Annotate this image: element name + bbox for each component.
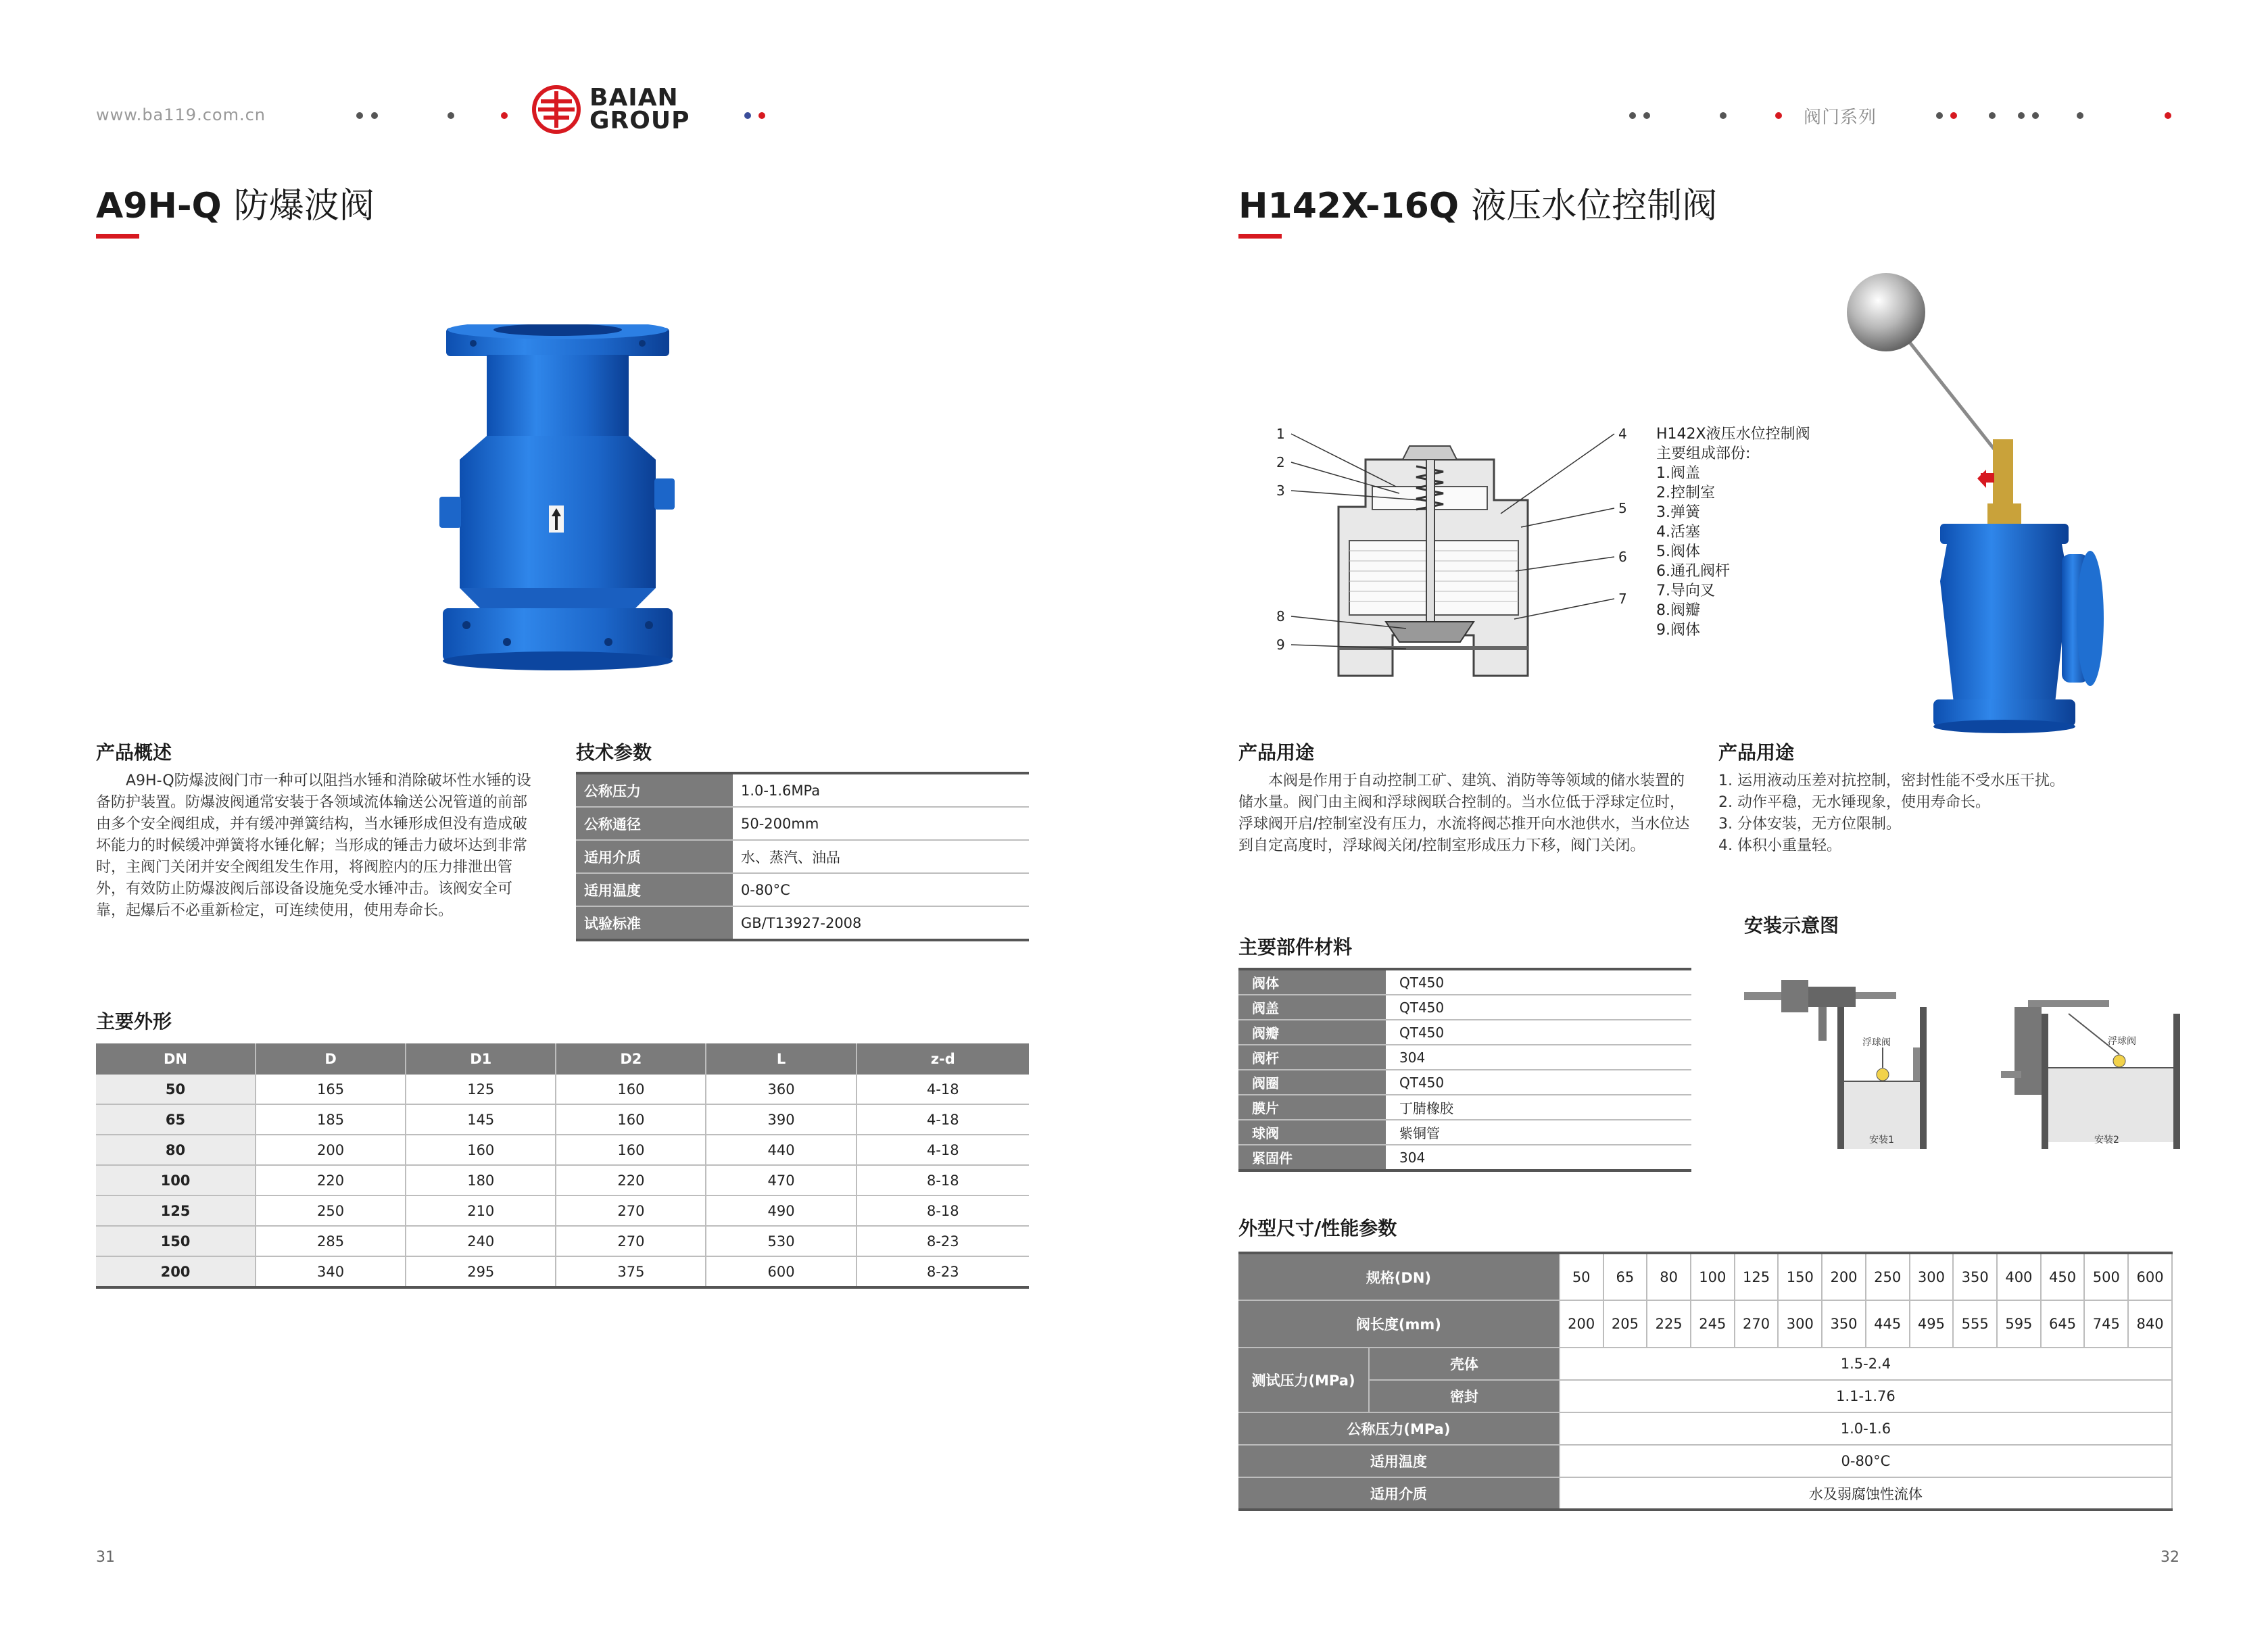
baian-logo-icon xyxy=(531,84,581,134)
feature-item: 4. 体积小重量轻。 xyxy=(1718,837,1841,854)
blast-valve-image xyxy=(433,324,690,676)
perf-spec-value: 250 xyxy=(1866,1253,1910,1300)
perf-length-value: 645 xyxy=(2041,1300,2085,1348)
dimensions-table xyxy=(96,1043,1029,1289)
tech-key: 适用温度 xyxy=(576,873,733,906)
table-row xyxy=(96,1195,1029,1226)
material-key: 阀瓣 xyxy=(1238,1020,1386,1045)
table-row xyxy=(96,1256,1029,1287)
callout-number: 6 xyxy=(1618,549,1627,565)
parts-list xyxy=(1656,424,1810,640)
header-dot xyxy=(448,112,454,119)
perf-spec-value: 50 xyxy=(1560,1253,1603,1300)
table-cell: 80 xyxy=(96,1135,256,1165)
table-row xyxy=(96,1075,1029,1104)
tech-value: 1.0-1.6MPa xyxy=(733,773,1029,807)
tech-row xyxy=(576,773,1029,807)
tech-key: 适用介质 xyxy=(576,840,733,873)
parts-item: 3.弹簧 xyxy=(1656,504,1700,521)
material-value: 304 xyxy=(1386,1145,1691,1170)
header-dot xyxy=(356,112,363,119)
table-cell: 4-18 xyxy=(856,1104,1029,1135)
perf-medium-label: 适用介质 xyxy=(1238,1477,1560,1510)
header-dot xyxy=(1989,112,1996,119)
material-value: QT450 xyxy=(1386,969,1691,995)
perf-length-value: 595 xyxy=(1997,1300,2041,1348)
tech-table xyxy=(576,772,1029,941)
header-dot xyxy=(758,112,765,119)
table-cell: 490 xyxy=(706,1195,856,1226)
tech-row xyxy=(576,840,1029,873)
features-heading: 产品用途 xyxy=(1718,741,1795,764)
materials-row xyxy=(1238,1020,1691,1045)
perf-seal-value: 1.1-1.76 xyxy=(1560,1380,2172,1412)
perf-length-value: 745 xyxy=(2084,1300,2128,1348)
table-cell: 8-23 xyxy=(856,1256,1029,1287)
shape-heading: 主要外形 xyxy=(96,1010,172,1033)
tech-value: 水、蒸汽、油品 xyxy=(733,840,1029,873)
perf-spec-value: 300 xyxy=(1910,1253,1954,1300)
dim-header: DN xyxy=(96,1043,256,1075)
material-value: QT450 xyxy=(1386,1070,1691,1095)
tech-value: GB/T13927-2008 xyxy=(733,906,1029,940)
perf-nominal-value: 1.0-1.6 xyxy=(1560,1412,2172,1445)
perf-length-label: 阀长度(mm) xyxy=(1238,1300,1560,1348)
tech-heading: 技术参数 xyxy=(576,741,652,764)
parts-item: 7.导向叉 xyxy=(1656,583,1715,599)
right-title-model: H142X-16Q xyxy=(1238,186,1459,226)
table-cell: 340 xyxy=(256,1256,406,1287)
perf-length-value: 225 xyxy=(1647,1300,1691,1348)
material-key: 球阀 xyxy=(1238,1120,1386,1145)
header-dot xyxy=(1950,112,1957,119)
table-cell: 150 xyxy=(96,1226,256,1256)
callout-number: 5 xyxy=(1618,500,1627,516)
table-cell: 100 xyxy=(96,1165,256,1195)
header-dot xyxy=(744,112,751,119)
perf-medium-row xyxy=(1238,1477,2172,1510)
callout-number: 8 xyxy=(1276,608,1285,624)
material-key: 阀杆 xyxy=(1238,1045,1386,1070)
table-cell: 145 xyxy=(406,1104,556,1135)
dim-header: z-d xyxy=(856,1043,1029,1075)
header-dot xyxy=(1720,112,1727,119)
material-value: 紫铜管 xyxy=(1386,1120,1691,1145)
dim-header: D1 xyxy=(406,1043,556,1075)
table-cell: 160 xyxy=(556,1075,706,1104)
usage-heading: 产品用途 xyxy=(1238,741,1315,764)
perf-length-value: 555 xyxy=(1953,1300,1997,1348)
header-dot xyxy=(2018,112,2025,119)
materials-heading: 主要部件材料 xyxy=(1238,936,1353,958)
table-cell: 270 xyxy=(556,1226,706,1256)
parts-item: 1.阀盖 xyxy=(1656,465,1700,482)
left-title xyxy=(96,177,375,228)
table-cell: 220 xyxy=(256,1165,406,1195)
perf-spec-value: 350 xyxy=(1953,1253,1997,1300)
perf-temp-value: 0-80°C xyxy=(1560,1445,2172,1477)
table-cell: 360 xyxy=(706,1075,856,1104)
header-dot xyxy=(1643,112,1650,119)
install-heading: 安装示意图 xyxy=(1744,914,1839,937)
perf-length-value: 495 xyxy=(1910,1300,1954,1348)
dimensions-header-row xyxy=(96,1043,1029,1075)
material-value: QT450 xyxy=(1386,1020,1691,1045)
perf-seal-row xyxy=(1238,1380,2172,1412)
perf-length-value: 270 xyxy=(1735,1300,1779,1348)
tech-row xyxy=(576,906,1029,940)
parts-item: 6.通孔阀杆 xyxy=(1656,563,1730,580)
perf-spec-value: 125 xyxy=(1735,1253,1779,1300)
header-dot xyxy=(1775,112,1782,119)
callout-number: 1 xyxy=(1276,426,1285,442)
parts-item: 8.阀瓣 xyxy=(1656,602,1700,619)
table-cell: 4-18 xyxy=(856,1135,1029,1165)
perf-shell-row xyxy=(1238,1348,2172,1380)
table-cell: 390 xyxy=(706,1104,856,1135)
perf-length-value: 200 xyxy=(1560,1300,1603,1348)
header-dot xyxy=(501,112,508,119)
table-cell: 50 xyxy=(96,1075,256,1104)
parts-item: 2.控制室 xyxy=(1656,485,1715,501)
callout-leader-lines xyxy=(1284,426,1636,656)
callout-number: 7 xyxy=(1618,591,1627,607)
perf-seal-label: 密封 xyxy=(1369,1380,1560,1412)
tech-key: 公称通径 xyxy=(576,807,733,840)
table-cell: 600 xyxy=(706,1256,856,1287)
table-row xyxy=(96,1104,1029,1135)
material-value: QT450 xyxy=(1386,995,1691,1020)
material-key: 阀体 xyxy=(1238,969,1386,995)
table-cell: 295 xyxy=(406,1256,556,1287)
material-key: 膜片 xyxy=(1238,1095,1386,1120)
perf-length-value: 350 xyxy=(1822,1300,1866,1348)
perf-spec-value: 80 xyxy=(1647,1253,1691,1300)
level-control-valve-image xyxy=(1839,270,2123,737)
table-cell: 210 xyxy=(406,1195,556,1226)
perf-spec-value: 450 xyxy=(2041,1253,2085,1300)
table-cell: 125 xyxy=(406,1075,556,1104)
left-title-model: A9H-Q xyxy=(96,186,222,226)
overview-heading: 产品概述 xyxy=(96,741,172,764)
parts-subtitle: 主要组成部份: xyxy=(1656,445,1751,462)
perf-length-value: 445 xyxy=(1866,1300,1910,1348)
perf-length-value: 300 xyxy=(1778,1300,1822,1348)
left-page-number: 31 xyxy=(96,1549,115,1566)
material-value: 304 xyxy=(1386,1045,1691,1070)
parts-title: H142X液压水位控制阀 xyxy=(1656,426,1810,443)
perf-length-row xyxy=(1238,1300,2172,1348)
right-title-name: 液压水位控制阀 xyxy=(1471,186,1718,226)
materials-row xyxy=(1238,1070,1691,1095)
table-cell: 200 xyxy=(96,1256,256,1287)
material-key: 紧固件 xyxy=(1238,1145,1386,1170)
table-cell: 220 xyxy=(556,1165,706,1195)
right-title xyxy=(1238,177,1717,228)
table-cell: 160 xyxy=(556,1104,706,1135)
parts-item: 4.活塞 xyxy=(1656,524,1700,541)
perf-shell-label: 壳体 xyxy=(1369,1348,1560,1380)
perf-test-label: 测试压力(MPa) xyxy=(1238,1348,1369,1412)
float-label-2: 浮球阀 xyxy=(2108,1036,2136,1047)
logo-line1: BAIAN xyxy=(589,84,679,112)
perf-spec-value: 65 xyxy=(1603,1253,1647,1300)
install-label-2: 安装2 xyxy=(2094,1135,2119,1145)
table-cell: 8-18 xyxy=(856,1165,1029,1195)
table-cell: 180 xyxy=(406,1165,556,1195)
table-cell: 270 xyxy=(556,1195,706,1226)
tech-value: 50-200mm xyxy=(733,807,1029,840)
material-key: 阀圈 xyxy=(1238,1070,1386,1095)
dim-header: L xyxy=(706,1043,856,1075)
logo-text xyxy=(589,84,690,134)
dim-header: D2 xyxy=(556,1043,706,1075)
tech-row xyxy=(576,873,1029,906)
perf-heading: 外型尺寸/性能参数 xyxy=(1238,1217,1397,1239)
material-value: 丁腈橡胶 xyxy=(1386,1095,1691,1120)
materials-row xyxy=(1238,969,1691,995)
overview-text: A9H-Q防爆波阀门市一种可以阻挡水锤和消除破坏性水锤的设备防护装置。防爆波阀通常安装于各领域流体输送公况管道的前部由多个安全阀组成，并有缓冲弹簧结构，当水锤形成但没有造成破坏能力的时候缓冲弹簧将水锤化解；当形成的锤击力破坏达到非常时，主阀门关闭并安全阀组发生作用，将阀腔内的压力排泄出管外，有效防止防爆波阀后部设备设施免受水锤冲击。该阀安全可靠，起爆后不必重新检定，可连续使用，使用寿命长。 xyxy=(96,772,531,919)
perf-spec-value: 150 xyxy=(1778,1253,1822,1300)
table-cell: 240 xyxy=(406,1226,556,1256)
materials-row xyxy=(1238,1145,1691,1170)
header-dot xyxy=(371,112,378,119)
table-cell: 250 xyxy=(256,1195,406,1226)
tech-key: 公称压力 xyxy=(576,773,733,807)
float-label-1: 浮球阀 xyxy=(1862,1037,1891,1048)
materials-table xyxy=(1238,968,1691,1172)
table-row xyxy=(96,1226,1029,1256)
perf-length-value: 205 xyxy=(1603,1300,1647,1348)
callout-number: 4 xyxy=(1618,426,1627,442)
parts-item: 5.阀体 xyxy=(1656,543,1700,560)
table-cell: 8-23 xyxy=(856,1226,1029,1256)
perf-spec-value: 500 xyxy=(2084,1253,2128,1300)
install-diagram-1 xyxy=(1744,966,1933,1149)
table-cell: 160 xyxy=(556,1135,706,1165)
feature-item: 3. 分体安装，无方位限制。 xyxy=(1718,816,1901,833)
tech-value: 0-80°C xyxy=(733,873,1029,906)
perf-temp-row xyxy=(1238,1445,2172,1477)
perf-spec-row xyxy=(1238,1253,2172,1300)
perf-temp-label: 适用温度 xyxy=(1238,1445,1560,1477)
perf-spec-value: 600 xyxy=(2128,1253,2172,1300)
tech-key: 试验标准 xyxy=(576,906,733,940)
features-list xyxy=(1718,770,2205,857)
callout-number: 3 xyxy=(1276,483,1285,499)
materials-row xyxy=(1238,995,1691,1020)
perf-length-value: 840 xyxy=(2128,1300,2172,1348)
materials-row xyxy=(1238,1095,1691,1120)
perf-nominal-row xyxy=(1238,1412,2172,1445)
table-cell: 440 xyxy=(706,1135,856,1165)
materials-row xyxy=(1238,1120,1691,1145)
tech-row xyxy=(576,807,1029,840)
perf-spec-value: 100 xyxy=(1691,1253,1735,1300)
table-row xyxy=(96,1165,1029,1195)
performance-table xyxy=(1238,1252,2173,1511)
table-cell: 530 xyxy=(706,1226,856,1256)
install-diagram-2 xyxy=(2001,987,2190,1156)
header-dot xyxy=(2032,112,2039,119)
perf-length-value: 245 xyxy=(1691,1300,1735,1348)
header-dot xyxy=(1936,112,1943,119)
perf-spec-value: 400 xyxy=(1997,1253,2041,1300)
feature-item: 2. 动作平稳，无水锤现象，使用寿命长。 xyxy=(1718,794,1990,811)
left-title-underline xyxy=(96,234,139,239)
install-label-1: 安装1 xyxy=(1869,1135,1894,1145)
feature-item: 1. 运用液动压差对抗控制，密封性能不受水压干扰。 xyxy=(1718,772,2065,789)
perf-spec-label: 规格(DN) xyxy=(1238,1253,1560,1300)
callout-number: 2 xyxy=(1276,454,1285,470)
table-cell: 375 xyxy=(556,1256,706,1287)
table-cell: 165 xyxy=(256,1075,406,1104)
series-text: 阀门系列 xyxy=(1804,107,1877,128)
materials-row xyxy=(1238,1045,1691,1070)
parts-item: 9.阀体 xyxy=(1656,622,1700,639)
header-dot xyxy=(2077,112,2083,119)
perf-spec-value: 200 xyxy=(1822,1253,1866,1300)
material-key: 阀盖 xyxy=(1238,995,1386,1020)
perf-shell-value: 1.5-2.4 xyxy=(1560,1348,2172,1380)
table-cell: 8-18 xyxy=(856,1195,1029,1226)
logo-line2: GROUP xyxy=(589,107,690,134)
table-row xyxy=(96,1135,1029,1165)
usage-text: 本阀是作用于自动控制工矿、建筑、消防等等领域的储水装置的储水量。阀门由主阀和浮球阀联合控制的。当水位低于浮球定位时，浮球阀开启/控制室没有压力，水流将阀芯推开向水池供水，当水位达到自定高度时，浮球阀关闭/控制室形成压力下移，阀门关闭。 xyxy=(1238,772,1690,854)
header-dot xyxy=(2165,112,2171,119)
right-page-number: 32 xyxy=(2161,1549,2179,1566)
table-cell: 285 xyxy=(256,1226,406,1256)
perf-nominal-label: 公称压力(MPa) xyxy=(1238,1412,1560,1445)
website-text: www.ba119.com.cn xyxy=(96,105,266,124)
perf-medium-value: 水及弱腐蚀性流体 xyxy=(1560,1477,2172,1510)
header-dot xyxy=(1629,112,1636,119)
table-cell: 470 xyxy=(706,1165,856,1195)
table-cell: 4-18 xyxy=(856,1075,1029,1104)
dim-header: D xyxy=(256,1043,406,1075)
table-cell: 125 xyxy=(96,1195,256,1226)
table-cell: 185 xyxy=(256,1104,406,1135)
callout-number: 9 xyxy=(1276,637,1285,653)
table-cell: 200 xyxy=(256,1135,406,1165)
left-title-name: 防爆波阀 xyxy=(233,186,375,226)
table-cell: 65 xyxy=(96,1104,256,1135)
table-cell: 160 xyxy=(406,1135,556,1165)
right-title-underline xyxy=(1238,234,1282,239)
